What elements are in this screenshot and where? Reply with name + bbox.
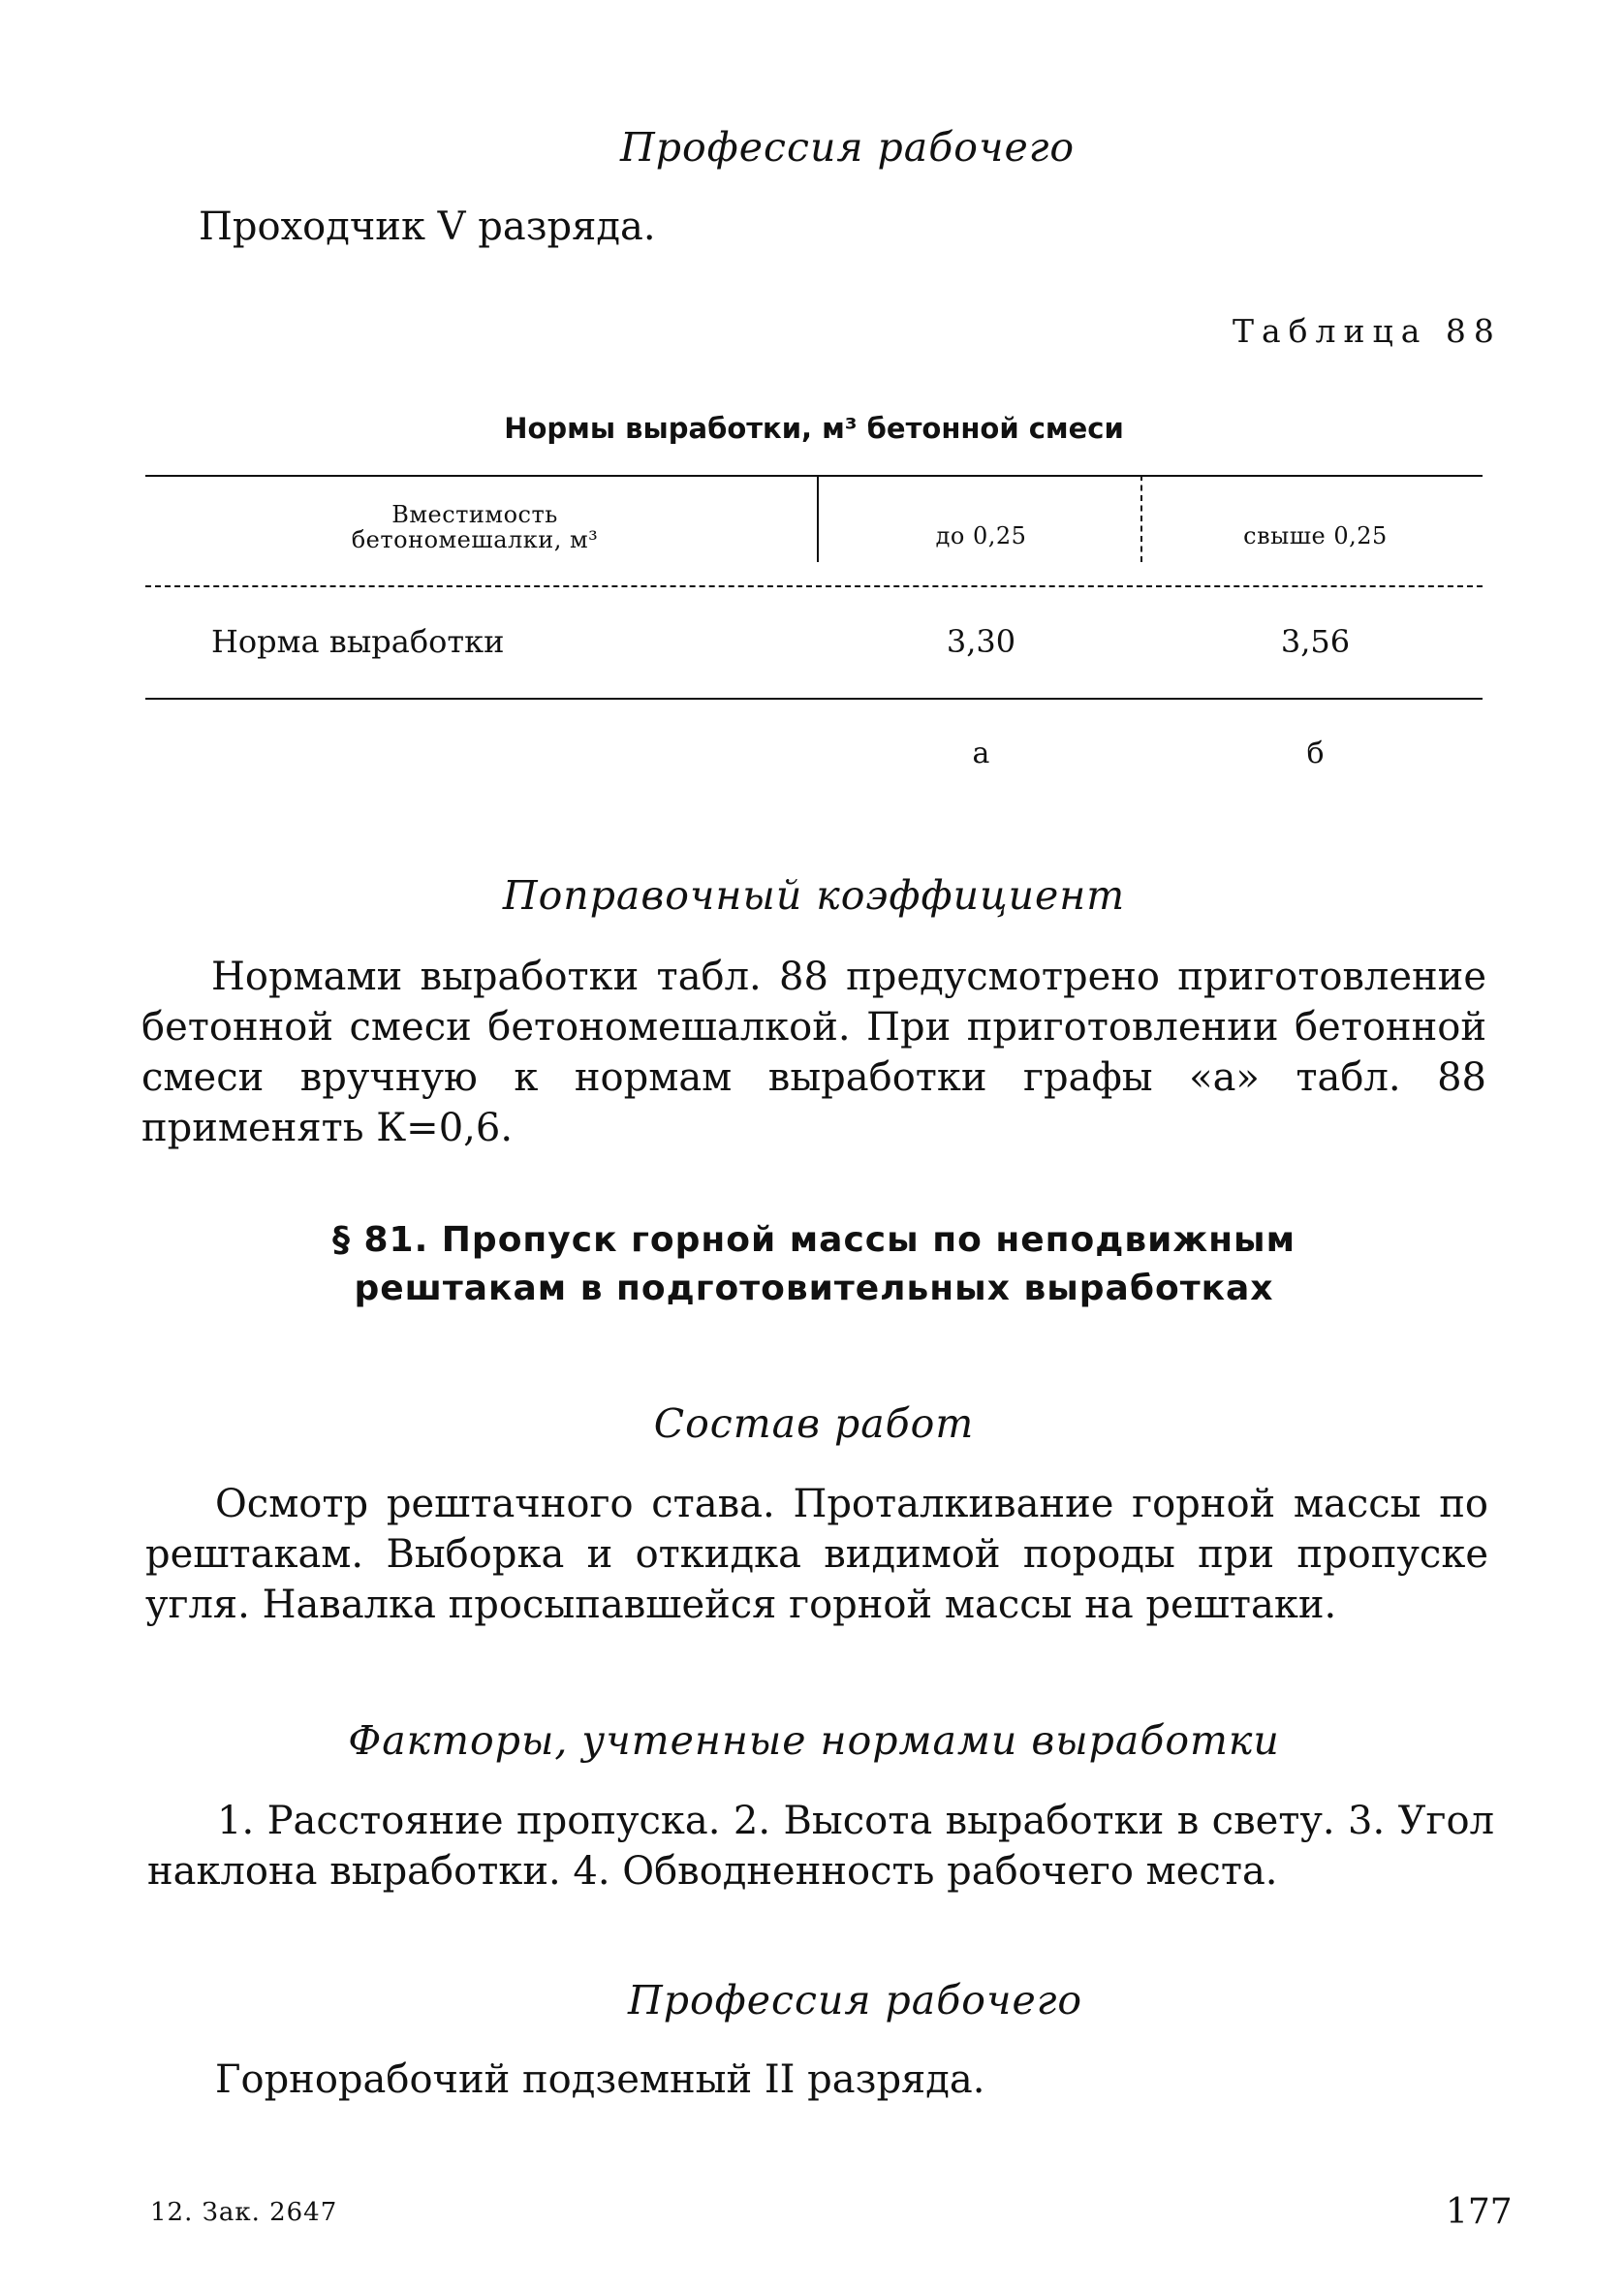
table-label: Таблица 88 <box>1233 312 1502 350</box>
section-title-line2: рештакам в подготовительных выработках <box>354 1269 1274 1308</box>
table-header-rule <box>145 585 1483 587</box>
page-number: 177 <box>1446 2192 1513 2232</box>
table-header-row-label <box>165 502 785 552</box>
table-bottom-rule <box>145 698 1483 700</box>
section-title <box>145 1216 1483 1313</box>
table-header-row-label-line1: Вместимость <box>391 501 558 528</box>
table-top-rule <box>145 475 1483 477</box>
profession2-text: Горнорабочий подземный II разряда. <box>215 2057 985 2102</box>
factors-text: 1. Расстояние пропуска. 2. Высота выработки в свету. 3. Угол наклона выработки. 4. Обводненность рабочего места. <box>147 1799 1494 1894</box>
table-col-divider-2 <box>1140 475 1142 562</box>
profession2-heading: Профессия рабочего <box>628 1977 1083 2023</box>
correction-text: Нормами выработки табл. 88 предусмотрено приготовление бетонной смеси бетономешалкой. При приготовлении бетонной смеси вручную к нормам выработки графы «а» табл. 88 применять К=0,6. <box>141 955 1486 1150</box>
factors-heading: Факторы, учтенные нормами выработки <box>348 1717 1280 1764</box>
composition-heading: Состав работ <box>653 1400 975 1447</box>
table-col-divider-1 <box>817 475 819 562</box>
table-col-letter-1: а <box>972 737 990 770</box>
table-row-label: Норма выработки <box>211 623 505 660</box>
table-header-row-label-line2: бетономешалки, м³ <box>351 526 599 553</box>
correction-heading: Поправочный коэффициент <box>502 872 1126 919</box>
table-col-letter-2: б <box>1306 737 1325 770</box>
profession-text: Проходчик V разряда. <box>199 204 656 249</box>
table-cell-value-2: 3,56 <box>1280 623 1351 660</box>
table-col-header-1: до 0,25 <box>935 522 1027 549</box>
table-caption: Нормы выработки, м³ бетонной смеси <box>504 412 1124 445</box>
composition-text: Осмотр рештачного става. Проталкивание горной массы по рештакам. Выборка и откидка видимой породы при пропуске угля. Навалка просыпавшейся горной массы на рештаки. <box>145 1482 1488 1627</box>
table-cell-value-1: 3,30 <box>946 623 1016 660</box>
footer-print-code: 12. Зак. 2647 <box>150 2198 338 2227</box>
profession-heading: Профессия рабочего <box>620 124 1076 171</box>
section-title-line1: § 81. Пропуск горной массы по неподвижным <box>331 1220 1296 1260</box>
table-col-header-2: свыше 0,25 <box>1243 522 1388 549</box>
